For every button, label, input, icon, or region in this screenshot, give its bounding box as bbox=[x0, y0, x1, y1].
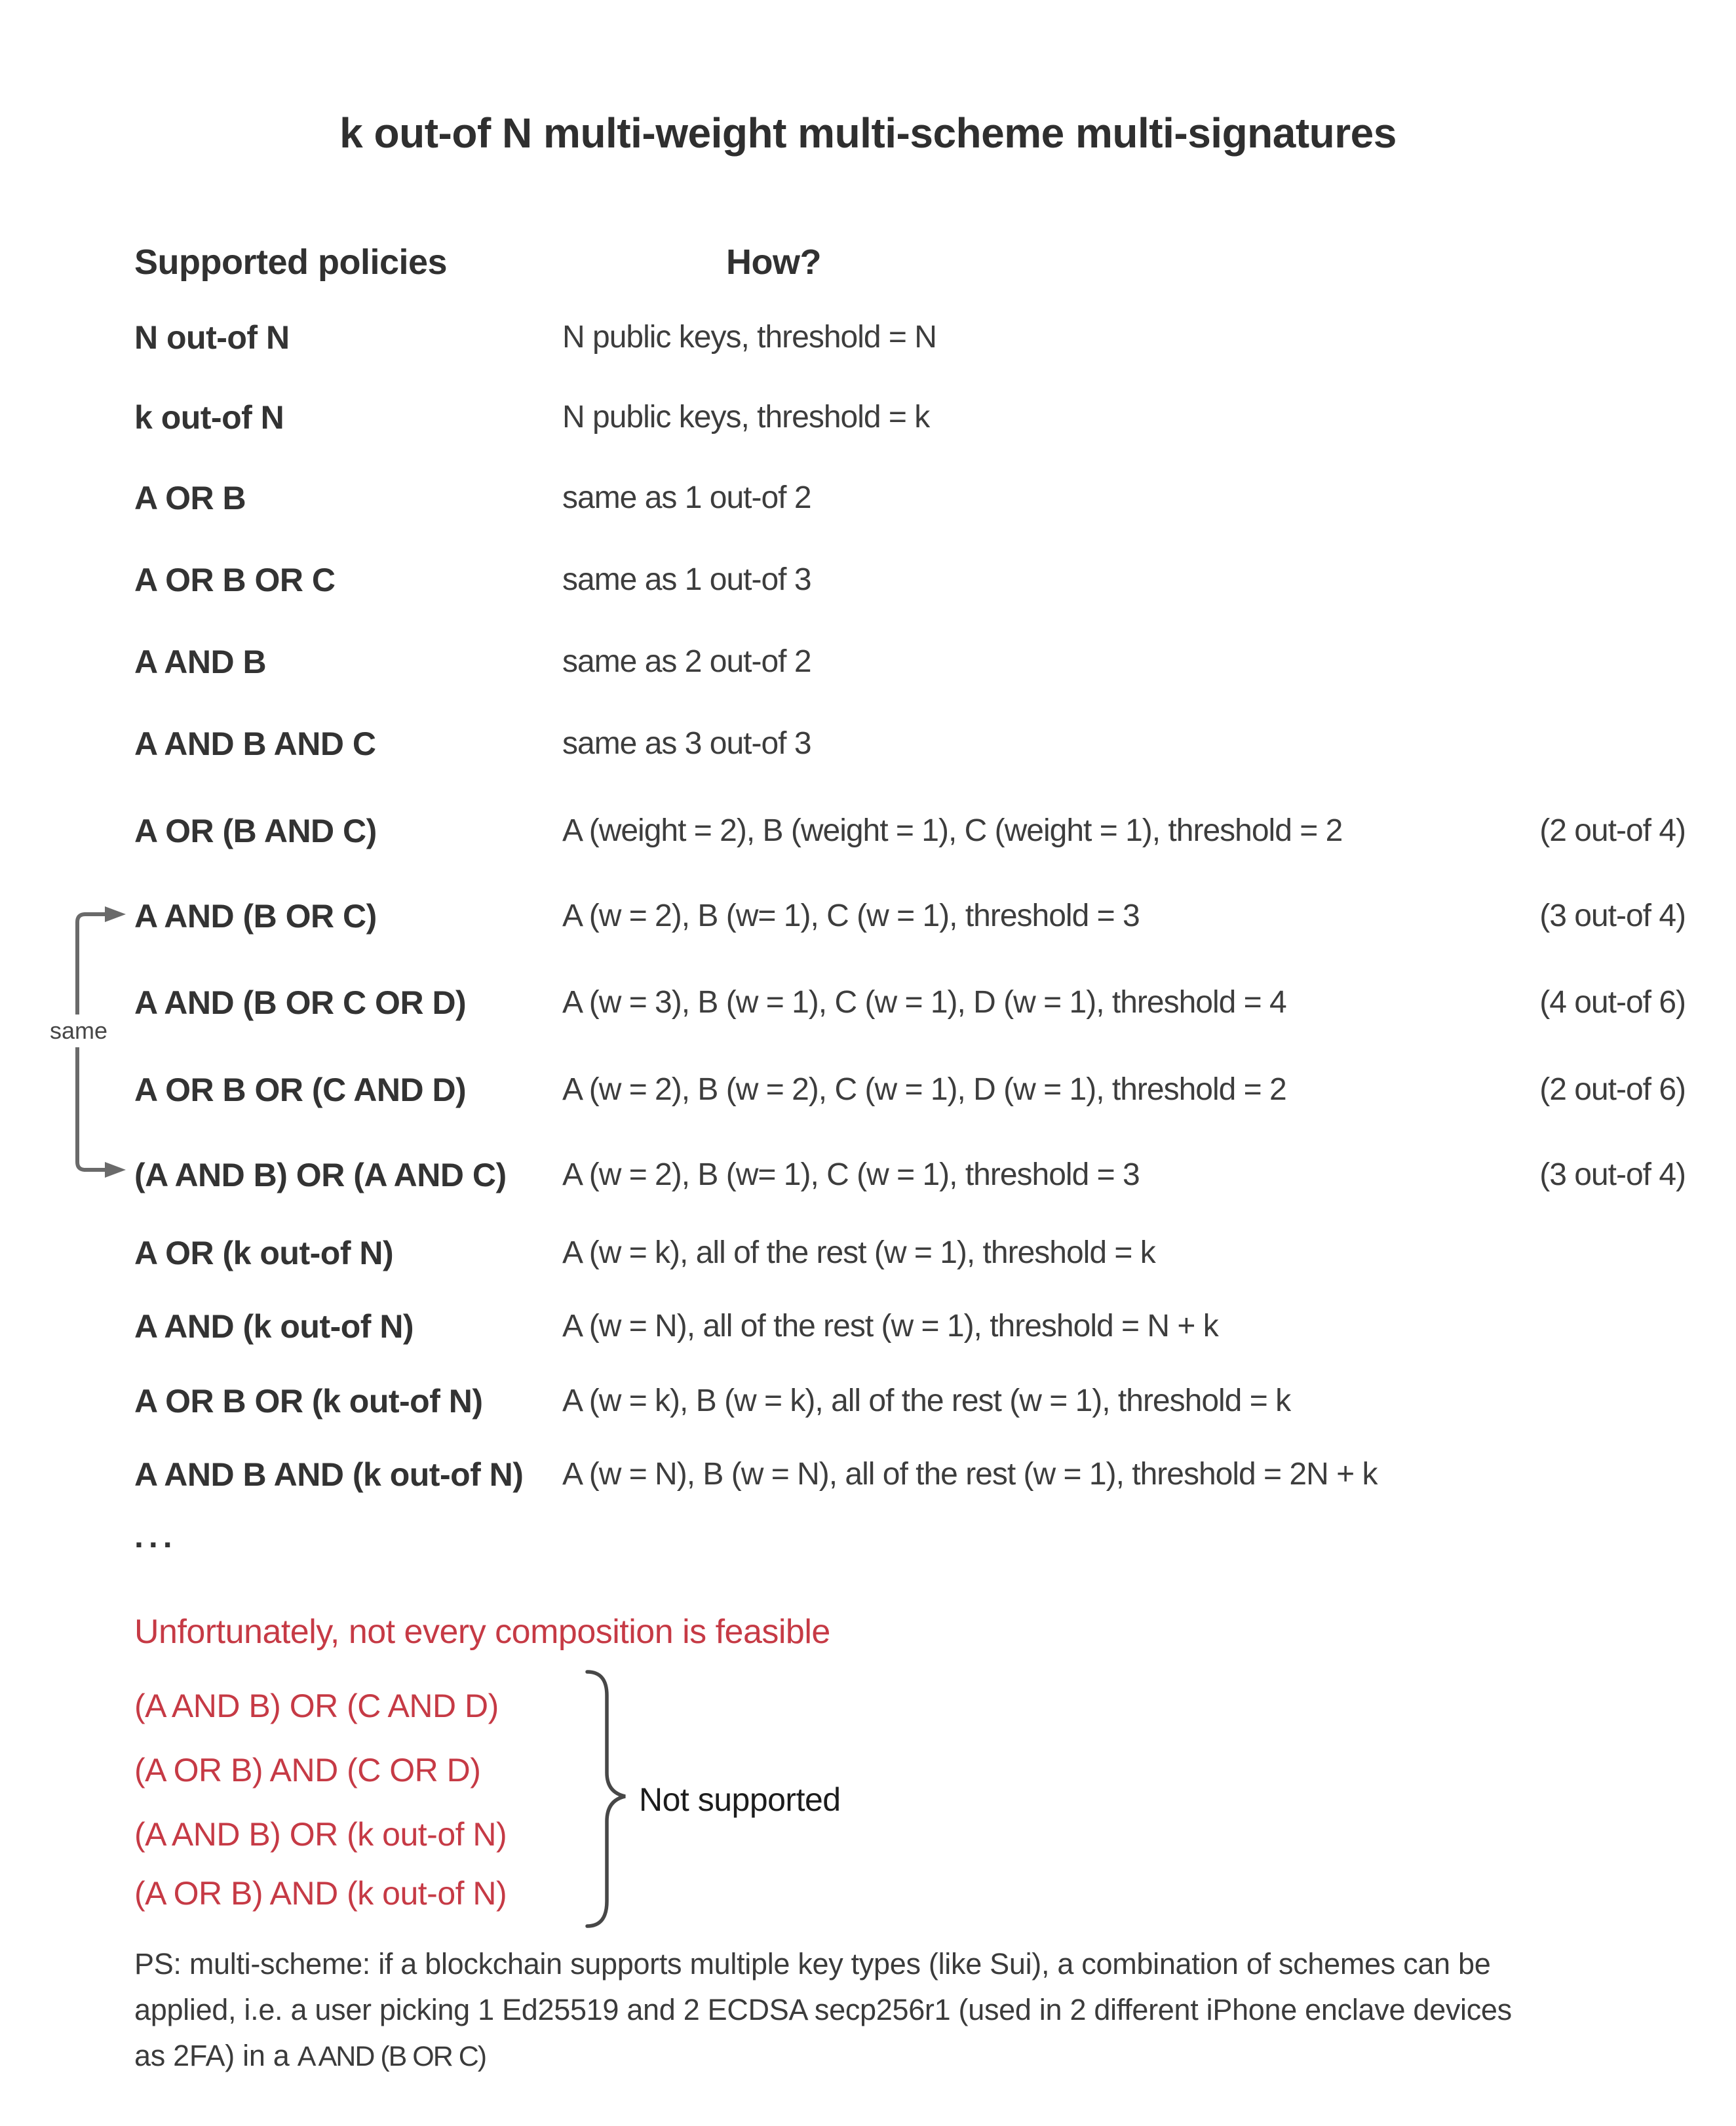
out-of-note: (3 out-of 4) bbox=[1539, 1157, 1686, 1192]
policy-cell: A OR B OR (k out-of N) bbox=[134, 1383, 483, 1420]
policy-cell: A OR B OR (C AND D) bbox=[134, 1072, 467, 1108]
column-header-supported-policies: Supported policies bbox=[134, 242, 448, 282]
table-row bbox=[0, 720, 1736, 767]
table-row bbox=[0, 314, 1736, 361]
how-cell: A (w = 2), B (w = 2), C (w = 1), D (w = 1), threshold = 2 bbox=[562, 1072, 1286, 1107]
policy-cell: N out-of N bbox=[134, 319, 290, 356]
how-cell: A (w = N), B (w = N), all of the rest (w = 1), threshold = 2N + k bbox=[562, 1457, 1378, 1492]
infeasible-item: (A AND B) OR (k out-of N) bbox=[134, 1816, 507, 1853]
out-of-note: (2 out-of 6) bbox=[1539, 1072, 1686, 1107]
how-cell: A (w = k), all of the rest (w = 1), threshold = k bbox=[562, 1235, 1155, 1270]
ps-line-3 bbox=[134, 2033, 1694, 2079]
policy-cell: A AND (k out-of N) bbox=[134, 1308, 414, 1345]
how-cell: same as 1 out-of 2 bbox=[562, 480, 811, 515]
table-row bbox=[0, 893, 1736, 940]
table-row bbox=[0, 807, 1736, 855]
column-header-how: How? bbox=[726, 242, 821, 282]
how-cell: A (weight = 2), B (weight = 1), C (weight = 1), threshold = 2 bbox=[562, 813, 1343, 848]
how-cell: same as 2 out-of 2 bbox=[562, 644, 811, 679]
how-cell: A (w = N), all of the rest (w = 1), threshold = N + k bbox=[562, 1309, 1218, 1343]
policy-cell: A OR (k out-of N) bbox=[134, 1235, 394, 1271]
how-cell: A (w = 2), B (w= 1), C (w = 1), threshold = 3 bbox=[562, 899, 1140, 933]
policy-cell: A AND B bbox=[134, 644, 267, 680]
page-title: k out-of N multi-weight multi-scheme multi-signatures bbox=[339, 109, 1397, 157]
table-row bbox=[0, 638, 1736, 686]
policy-cell: A OR (B AND C) bbox=[134, 813, 377, 849]
same-label: same bbox=[31, 1015, 126, 1047]
policy-cell: A OR B bbox=[134, 480, 246, 516]
how-cell: same as 1 out-of 3 bbox=[562, 562, 811, 597]
policy-cell: k out-of N bbox=[134, 399, 284, 436]
out-of-note: (4 out-of 6) bbox=[1539, 985, 1686, 1020]
ps-line-2: applied, i.e. a user picking 1 Ed25519 and 2 ECDSA secp256r1 (used in 2 different iPhone enclave devices bbox=[134, 1993, 1512, 2026]
table-row bbox=[0, 979, 1736, 1026]
arrowhead-bottom-icon bbox=[105, 1162, 126, 1178]
table-row bbox=[0, 474, 1736, 522]
table-row bbox=[0, 1303, 1736, 1350]
table-row bbox=[0, 556, 1736, 604]
policy-cell: A AND B AND (k out-of N) bbox=[134, 1456, 524, 1493]
how-cell: same as 3 out-of 3 bbox=[562, 726, 811, 761]
ellipsis-row: ... bbox=[134, 1518, 178, 1555]
policy-cell: A OR B OR C bbox=[134, 562, 336, 598]
infeasible-item: (A OR B) AND (C OR D) bbox=[134, 1752, 481, 1788]
policy-cell: A AND (B OR C OR D) bbox=[134, 984, 467, 1021]
ps-line-3-prefix: as 2FA) in a bbox=[134, 2039, 298, 2072]
out-of-note: (2 out-of 4) bbox=[1539, 813, 1686, 848]
how-cell: N public keys, threshold = k bbox=[562, 400, 930, 435]
how-cell: N public keys, threshold = N bbox=[562, 320, 936, 355]
table-row bbox=[0, 1378, 1736, 1425]
ps-footnote bbox=[134, 1941, 1694, 2079]
not-supported-label: Not supported bbox=[639, 1781, 841, 1818]
ps-line-3-policy: A AND (B OR C) bbox=[297, 2041, 486, 2072]
how-cell: A (w = 2), B (w= 1), C (w = 1), threshold = 3 bbox=[562, 1157, 1140, 1192]
table-row bbox=[0, 394, 1736, 441]
table-row bbox=[0, 1451, 1736, 1498]
how-cell: A (w = k), B (w = k), all of the rest (w = 1), threshold = k bbox=[562, 1383, 1291, 1418]
infeasible-item: (A OR B) AND (k out-of N) bbox=[134, 1875, 507, 1912]
infeasible-item: (A AND B) OR (C AND D) bbox=[134, 1688, 499, 1724]
how-cell: A (w = 3), B (w = 1), C (w = 1), D (w = 1), threshold = 4 bbox=[562, 985, 1286, 1020]
policy-cell: A AND (B OR C) bbox=[134, 898, 377, 935]
curly-brace-icon bbox=[577, 1668, 642, 1930]
policy-cell: A AND B AND C bbox=[134, 725, 376, 762]
out-of-note: (3 out-of 4) bbox=[1539, 899, 1686, 933]
ps-line-1: PS: multi-scheme: if a blockchain supports multiple key types (like Sui), a combination of schemes can be bbox=[134, 1947, 1491, 1981]
table-row bbox=[0, 1151, 1736, 1199]
arrowhead-top-icon bbox=[105, 906, 126, 922]
table-row bbox=[0, 1066, 1736, 1113]
table-row bbox=[0, 1229, 1736, 1277]
policy-cell: (A AND B) OR (A AND C) bbox=[134, 1157, 507, 1193]
infeasible-heading: Unfortunately, not every composition is feasible bbox=[134, 1613, 830, 1651]
